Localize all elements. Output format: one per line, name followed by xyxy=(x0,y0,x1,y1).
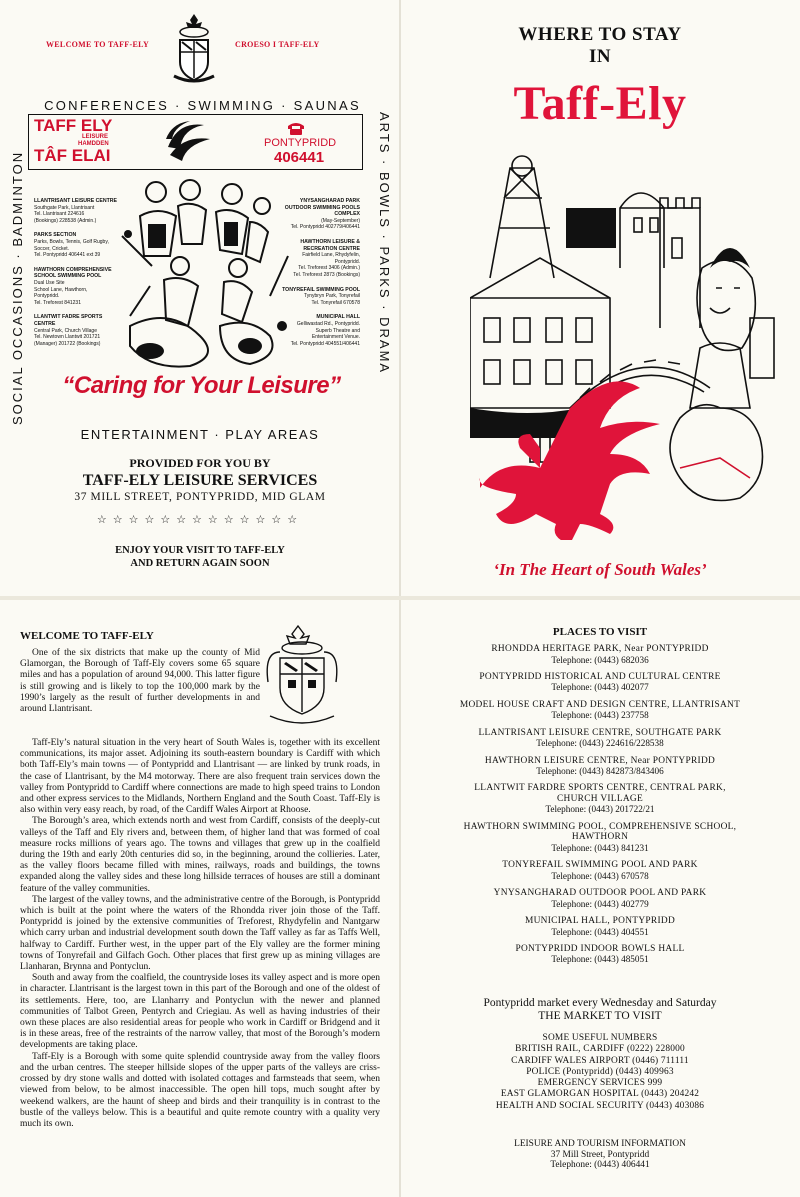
paragraph: The Borough’s area, which extends north and west from Cardiff, consists of the deeply-cut valleys of the Taff and Ely rivers and, between them, of higher land that was formed of coal measure rocks millions of years ago. The towns and villages that grew up in the coalfield during the 19th and early 20th centuries did so, in the beginning, around the collieries. Later, as the valley floors became filled with mines, railways, roads and buildings, the towns expanded along the valley sides and these long hillside terraces of houses are still a dominant feature of the valley communities. xyxy=(20,816,380,894)
facility-line: Soccer, Cricket. xyxy=(34,245,70,252)
facility-line: Central Park, Church Village xyxy=(34,327,97,334)
place-name: MUNICIPAL HALL, PONTYPRIDD xyxy=(524,916,676,927)
paragraph: Taff-Ely’s natural situation in the very heart of South Wales is, together with its excellent communications, its major asset. Adjoining its south-eastern boundary is Cardiff with which both Taff-Ely’s main towns — of Pontypridd and Llantrisant — are linked by trunk roads, in the case of Llantrisant, by the M4 motorway. There are also frequent train services down the valley from Pontypridd to Cardiff where connections are made to high speed trains to London and other express services to the Midlands, Northern England and the South Coast. Taff-Ely is also within very easy reach, by road, of the Cardiff Wales Airport at Rhoose. xyxy=(20,738,380,816)
facility-name: HAWTHORN LEISURE & RECREATION CENTRE xyxy=(300,238,360,252)
place-telephone: Telephone: (0443) 670578 xyxy=(551,870,649,881)
list-item xyxy=(420,944,780,965)
enjoy-line-2: AND RETURN AGAIN SOON xyxy=(130,558,270,569)
facility-line: School Lane, Hawthorn, xyxy=(34,286,88,293)
list-item xyxy=(420,916,780,937)
facility-line: Superb Theatre and xyxy=(315,327,360,334)
place-telephone: Telephone: (0443) 224616/228538 xyxy=(536,738,664,749)
tourism-title: LEISURE AND TOURISM INFORMATION xyxy=(514,1139,686,1149)
facility-line: Southgate Park, Llantrisant xyxy=(34,204,95,211)
star-divider: ☆☆☆☆☆☆☆☆☆☆☆☆☆ xyxy=(96,514,304,526)
tourism-info xyxy=(400,1139,800,1171)
places-list xyxy=(420,644,780,972)
place-telephone: Telephone: (0443) 402077 xyxy=(551,682,649,693)
facility-line: Entertainment Venue. xyxy=(311,334,360,341)
facility-line: Tel. Treforest 2873 (Bookings) xyxy=(293,271,360,278)
paragraph: The largest of the valley towns, and the administrative centre of the Borough, is Pontypridd which is built at the point where the waters of the Rhondda river join those of the Taff. Pontypridd is joined by the extensive communities of Treforest, Rhydyfelin and Nantgarw which carry urban and industrial development south down the Taff valley as far as Taffs Well, halfway to Cardiff. Further west, in the upper part of the Ely valley are the former mining towns of Tonyrefail and Gilfach Goch. Other places that first grew up as mining villages are Llanharan, Brynna and Pontyclun. xyxy=(20,894,380,973)
useful-title: SOME USEFUL NUMBERS xyxy=(542,1033,658,1043)
left-activities-band: SOCIAL OCCASIONS · BADMINTON xyxy=(10,150,25,425)
facility-line: Pontypridd. xyxy=(334,258,360,265)
facility-line: Tel. Treforest 3406 (Admin.) xyxy=(298,265,360,272)
enjoy-message xyxy=(0,544,400,570)
facility-line: Fairfield Lane, Rhydyfelin, xyxy=(302,252,360,259)
list-item xyxy=(420,783,780,814)
facility-line: Tynybryn Park, Tonyrefail xyxy=(303,293,360,300)
place-name: PONTYPRIDD INDOOR BOWLS HALL xyxy=(515,943,685,954)
facility-line: (Bookings) 228538 (Admin.) xyxy=(34,217,97,224)
place-telephone: Telephone: (0443) 201722/21 xyxy=(545,804,655,815)
right-activities-band: ARTS · BOWLS · PARKS · DRAMA xyxy=(377,112,392,375)
facility-line: Tel. Treforest 841231 xyxy=(34,299,81,306)
market-info xyxy=(400,997,800,1023)
useful-number: HEALTH AND SOCIAL SECURITY (0443) 403086 xyxy=(495,1100,705,1111)
place-telephone: Telephone: (0443) 404551 xyxy=(551,926,649,937)
place-name: PONTYPRIDD HISTORICAL AND CULTURAL CENTRE xyxy=(479,671,721,682)
place-name: RHONDDA HERITAGE PARK, Near PONTYPRIDD xyxy=(491,644,709,654)
paragraph: One of the six districts that make up the county of Mid Glamorgan, the Borough of Taff-Ely covers some 65 square miles and has a population of around 94,000. This latter figure is still growing and is likely to top the 100,000 mark by the 1990’s largely as the result of further developments in and around Llantrisant. xyxy=(20,648,260,715)
place-name: YNYSANGHARAD OUTDOOR POOL AND PARK xyxy=(493,888,707,899)
logo-line1: TAFF ELY xyxy=(34,116,113,135)
facility-line: Tel. Pontypridd 402779/406441 xyxy=(290,224,360,231)
places-title: PLACES TO VISIT xyxy=(552,626,648,638)
place-telephone: Telephone: (0443) 842873/843406 xyxy=(536,766,664,777)
provided-by: PROVIDED FOR YOU BY xyxy=(129,456,271,470)
logo-line3: HAMDDEN xyxy=(78,141,109,147)
taff-ely-leisure-logo xyxy=(34,118,112,164)
place-telephone: Telephone: (0443) 841231 xyxy=(551,842,649,853)
borough-crest-icon xyxy=(264,622,340,726)
organisation-name: TAFF-ELY LEISURE SERVICES xyxy=(82,472,318,489)
swoosh-logo-icon xyxy=(160,117,216,165)
facility-line: (Manager) 201722 (Bookings) xyxy=(34,340,101,347)
useful-number: EAST GLAMORGAN HOSPITAL (0443) 204242 xyxy=(500,1089,700,1100)
place-name: TONYREFAIL SWIMMING POOL AND PARK xyxy=(502,860,698,871)
useful-numbers xyxy=(400,1033,800,1112)
place-telephone: Telephone: (0443) 237758 xyxy=(551,710,649,721)
place-name: LLANTWIT FARDRE SPORTS CENTRE, CENTRAL PARK, CHURCH VILLAGE xyxy=(474,783,726,804)
list-item xyxy=(420,700,780,721)
bottom-activities-band: ENTERTAINMENT · PLAY AREAS xyxy=(80,427,320,442)
facility-name: LLANTWIT FADRE SPORTS CENTRE xyxy=(34,314,103,327)
list-item xyxy=(420,860,780,881)
sports-figures-illustration xyxy=(120,176,290,368)
facility-line: Tel. Llantrisant 224616 xyxy=(34,211,85,218)
facility-line: Pontypridd. xyxy=(34,293,60,300)
facility-list-right xyxy=(282,198,360,347)
facility-line: Tel. Pontypridd 404551/406441 xyxy=(290,340,360,347)
welcome-paragraph-1 xyxy=(20,648,260,715)
facility-list-left xyxy=(34,198,124,347)
facility-name: LLANTRISANT LEISURE CENTRE xyxy=(34,198,117,204)
borough-crest-icon xyxy=(170,12,218,86)
top-activities-band: CONFERENCES · SWIMMING · SAUNAS xyxy=(44,98,361,113)
phone-number: 406441 xyxy=(274,149,325,166)
facility-line: Dual Use Site xyxy=(34,279,65,286)
welcome-body xyxy=(20,738,380,1130)
list-item xyxy=(420,644,780,665)
front-title-line2: IN xyxy=(588,46,612,67)
organisation-address: 37 MILL STREET, PONTYPRIDD, MID GLAM xyxy=(74,491,326,503)
logo-line2: LEISURE xyxy=(82,134,109,140)
paragraph: South and away from the coalfield, the countryside loses its valley aspect and is more open in character. Llantrisant is the largest town in this part of the Borough and one of the oldest of its settlements. Here, too, are Llanharry and Pontyclun with the newer and planned communities of Talbot Green, Pentyrch and Criegiau. As well as having industries of their own these places are also residential areas for people who work in Cardiff or Bridgend and it is in these areas, free of the restraints of the narrow valley, that most of the Borough’s modern developments are taking place. xyxy=(20,973,380,1051)
place-telephone: Telephone: (0443) 402779 xyxy=(551,898,649,909)
useful-number: BRITISH RAIL, CARDIFF (0222) 228000 xyxy=(515,1044,685,1055)
facility-name: TONYREFAIL SWIMMING POOL xyxy=(282,286,360,293)
useful-number: POLICE (Pontypridd) (0443) 409963 xyxy=(526,1066,674,1077)
place-name: LLANTRISANT LEISURE CENTRE, SOUTHGATE PARK xyxy=(478,727,722,738)
facility-line: Parks, Bowls, Tennis, Golf Rugby, xyxy=(34,238,109,245)
front-title-line1: WHERE TO STAY xyxy=(518,24,682,45)
place-telephone: Telephone: (0443) 682036 xyxy=(551,654,649,665)
facility-line: Tel. Tonyrefail 670578 xyxy=(311,299,360,306)
facility-line: Gelliwastad Rd., Pontypridd. xyxy=(296,320,360,327)
facility-line: Tel. Pontypridd 406441 ext 39 xyxy=(34,252,101,259)
facility-line: Tel. Newtown Llantwit 201721 xyxy=(34,334,101,341)
enjoy-line-1: ENJOY YOUR VISIT TO TAFF-ELY xyxy=(115,545,285,556)
useful-number: EMERGENCY SERVICES 999 xyxy=(537,1078,663,1089)
front-tagline: ‘In The Heart of South Wales’ xyxy=(493,560,707,579)
list-item xyxy=(420,728,780,749)
facility-name: PARKS SECTION xyxy=(34,232,77,239)
facility-name: HAWTHORN COMPREHENSIVE SCHOOL SWIMMING POOL xyxy=(34,266,112,280)
list-item xyxy=(420,672,780,693)
welcome-title: WELCOME TO TAFF-ELY xyxy=(20,630,154,642)
list-item xyxy=(420,822,780,853)
market-title: THE MARKET TO VISIT xyxy=(538,1010,662,1022)
front-title xyxy=(400,24,800,68)
useful-number: CARDIFF WALES AIRPORT (0446) 711111 xyxy=(511,1055,689,1066)
facility-name: MUNICIPAL HALL xyxy=(316,314,360,321)
telephone-icon xyxy=(286,120,306,136)
list-item xyxy=(420,888,780,909)
welcome-welsh: CROESO I TAFF-ELY xyxy=(235,40,320,49)
logo-line4: TÂF ELAI xyxy=(34,146,111,165)
slogan: “Caring for Your Leisure” xyxy=(62,372,341,399)
phone-town: PONTYPRIDD xyxy=(264,137,337,149)
place-telephone: Telephone: (0443) 485051 xyxy=(551,954,649,965)
welcome-english: WELCOME TO TAFF-ELY xyxy=(46,40,150,49)
list-item xyxy=(420,756,780,777)
market-line: Pontypridd market every Wednesday and Saturday xyxy=(483,997,717,1009)
facility-line: (May-September) xyxy=(321,217,360,224)
tourism-telephone: Telephone: (0443) 406441 xyxy=(550,1160,650,1171)
front-big-title: Taff-Ely xyxy=(513,77,687,130)
paragraph: Taff-Ely is a Borough with some quite splendid countryside away from the valley floors and the urban centres. The steeper hillside slopes of the upper parts of the valleys are criss-crossed by dry stone walls and dotted with isolated cottages and farmsteads that seem, when viewed from below, to be almost inaccessible. The open hill tops, much sought after by weekend walkers, are the haunt of sheep and birds and their tranquility is in contrast to the bustle of the valleys below. This is a beautiful and quite remote country with a quality very much its own. xyxy=(20,1051,380,1129)
place-name: HAWTHORN LEISURE CENTRE, Near PONTYPRIDD xyxy=(484,755,716,766)
landmarks-illustration xyxy=(470,148,780,540)
tourism-address: 37 Mill Street, Pontypridd xyxy=(550,1149,650,1160)
place-name: HAWTHORN SWIMMING POOL, COMPREHENSIVE SCHOOL, HAWTHORN xyxy=(463,821,737,843)
place-name: MODEL HOUSE CRAFT AND DESIGN CENTRE, LLANTRISANT xyxy=(459,699,741,710)
horizontal-fold xyxy=(0,596,800,600)
facility-name: YNYSANGHARAD PARK OUTDOOR SWIMMING POOLS COMPLEX xyxy=(284,198,360,218)
